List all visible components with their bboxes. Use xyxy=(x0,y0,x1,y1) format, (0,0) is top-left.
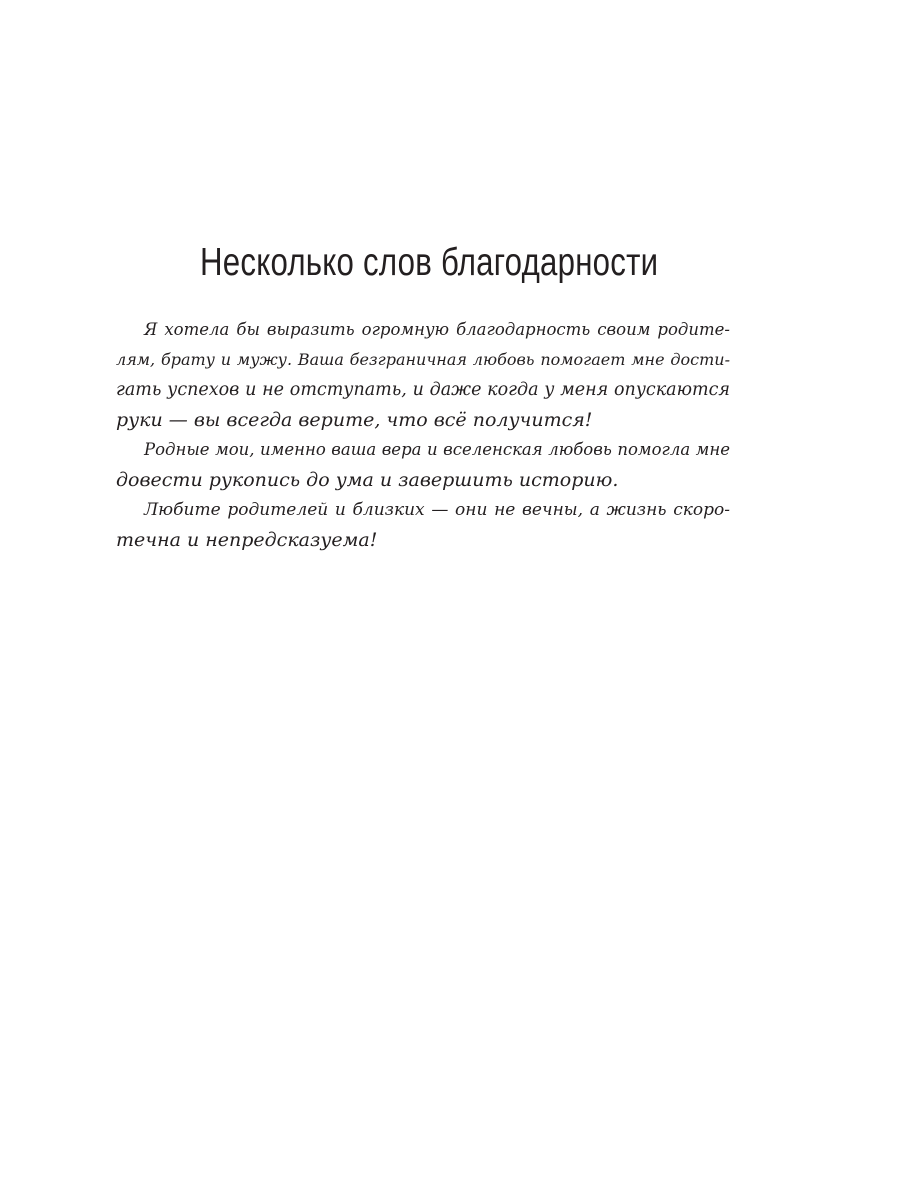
text-line: Я хотела бы выразить огромную благодарность своим родите- xyxy=(144,320,730,339)
text-line: течна и непредсказуема! xyxy=(116,529,378,551)
text-line: руки — вы всегда верите, что всё получится! xyxy=(116,409,593,431)
text-line: довести рукопись до ума и завершить историю. xyxy=(116,469,619,491)
paragraph xyxy=(116,315,730,435)
text-line: Родные мои, именно ваша вера и вселенская любовь помогла мне xyxy=(144,440,730,459)
paragraph xyxy=(116,495,730,555)
acknowledgment-text xyxy=(116,315,730,555)
page-heading: Несколько слов благодарности xyxy=(200,241,659,284)
text-line: гать успехов и не отступать, и даже когда у меня опускаются xyxy=(116,380,730,400)
text-line: Любите родителей и близких — они не вечны, а жизнь скоро- xyxy=(144,500,730,520)
paragraph xyxy=(116,435,730,495)
text-line: лям, брату и мужу. Ваша безграничная любовь помогает мне дости- xyxy=(116,350,730,369)
